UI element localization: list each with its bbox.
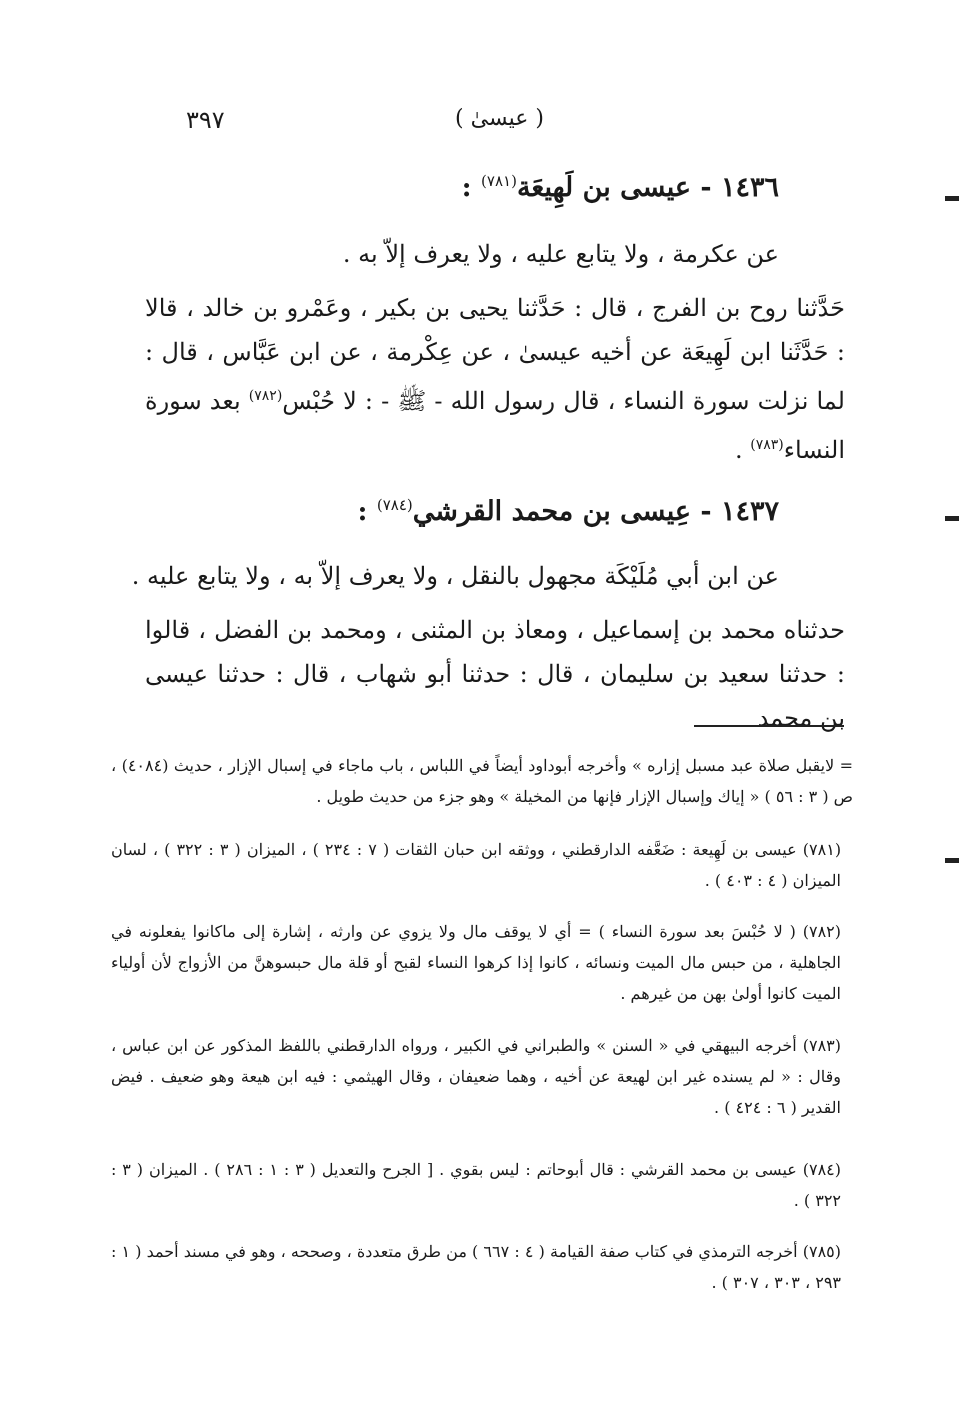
footnote-784: (٧٨٤) عيسى بن محمد القرشي : قال أبوحاتم : ليس بقوي . [ الجرح والتعديل ( ٣ : ١ : ٢٨٦ ) . الميزان ( ٣ : ٣٢٢ ) . <box>111 1160 842 1210</box>
entry-text-1437: حدثناه محمد بن إسماعيل ، ومعاذ بن المثنى ، ومحمد بن الفضل ، قالوا : حدثنا سعيد بن سليمان ، قال : حدثنا أبو شهاب ، قال : حدثنا عيسى بن محمد <box>145 616 845 732</box>
footnote-ref: (٧٨٣) <box>750 437 784 453</box>
footnote-ref: (٧٨٢) <box>248 388 283 404</box>
entry-summary-1436: عن عكرمة ، ولا يتابع عليه ، ولا يعرف إلاّ به . <box>342 240 779 268</box>
entry-summary-1437: عن ابن أبي مُلَيْكَة مجهول بالنقل ، ولا يعرف إلاّ به ، ولا يتابع عليه . <box>131 562 779 590</box>
footnote-ref: (٧٨١) <box>481 172 517 190</box>
heading-colon: : <box>357 496 377 527</box>
footnote-781: (٧٨١) عيسى بن لَهِيعة : ضَعَّفه الدارقطني ، ووثقه ابن حبان الثقات ( ٧ : ٢٣٤ ) ، الميزان ( ٣ : ٣٢٢ ) ، لسان الميزان ( ٤ : ٤٠٣ ) . <box>111 840 842 890</box>
footnote-ref: (٧٨٤) <box>376 496 413 514</box>
entry-heading-text: ١٤٣٦ - عيسى بن لَهِيعَة <box>516 172 779 203</box>
margin-mark <box>945 196 959 201</box>
footnote-783: (٧٨٣) أخرجه البيهقي في « السنن » والطبراني في الكبير ، ورواه الدارقطني باللفظ المذكور عن ابن عباس ، وقال : « لم يسنده غير ابن لهيعة عن أخيه ، وهما ضعيفان ، وقال الهيثمي : فيه ابن هيعة وهو ضعيف . فيض القدير ( ٦ : ٤٢٤ ) . <box>111 1036 841 1117</box>
hadith-text: حَدَّثنا روح بن الفرج ، قال : حَدَّثنا يحيى بن بكير ، وعَمْرو بن خالد ، قالا : حَدَّثَنا ابن لَهِيعَة عن أخيه عيسىٰ ، عن عِكْرمة ، عن ابن عَبَّاس ، قال : لما نزلت سورة النساء ، قال رسول الله - ﷺ - : لا حُبْس <box>145 294 845 415</box>
heading-colon: : <box>461 172 482 203</box>
running-head: ( عيسىٰ ) <box>455 106 544 131</box>
entry-heading-text: ١٤٣٧ - عِيسى بن محمد القرشي <box>412 496 779 527</box>
margin-mark <box>945 858 959 863</box>
entry-heading-1437 <box>358 496 780 527</box>
footnote-782: (٧٨٢) ( لا حُبْسَ بعد سورة النساء ) = أي لا يوقف مال ولا يزوي عن وارثه ، إشارة إلى ماكانوا يفعلونه في الجاهلية ، من حبس مال الميت ونسائه ، كانوا إذا كرهوا النساء لقبح أو قلة مال حبسوهنَّ من الأزواج لأن أولياء الميت كانوا أولىٰ بهن من غيرهم . <box>111 922 842 1003</box>
entry-heading-1436 <box>462 172 779 203</box>
hadith-text: . <box>735 436 751 464</box>
footnote-separator <box>694 725 844 727</box>
footnote-785: (٧٨٥) أخرجه الترمذي في كتاب صفة القيامة ( ٤ : ٦٦٧ ) من طرق متعددة ، وصححه ، وهو في مسند أحمد ( ١ : ٢٩٣ ، ٣٠٣ ، ٣٠٧ ) . <box>111 1242 841 1292</box>
margin-mark <box>945 516 959 521</box>
entry-text-1436 <box>145 286 845 472</box>
page-number: ٣٩٧ <box>186 106 225 134</box>
footnote-continuation: = لايقبل صلاة عبد مسبل إزاره » وأخرجه أبوداود أيضاً في اللباس ، باب ماجاء في إسبال الإزار ، حديث (٤٠٨٤) ، ص ( ٣ : ٥٦ ) « إياك وإسبال الإزار فإنها من المخيلة » وهو جزء من حديث طويل . <box>111 756 853 806</box>
hadith-text: بعد سورة النساء <box>145 387 845 464</box>
